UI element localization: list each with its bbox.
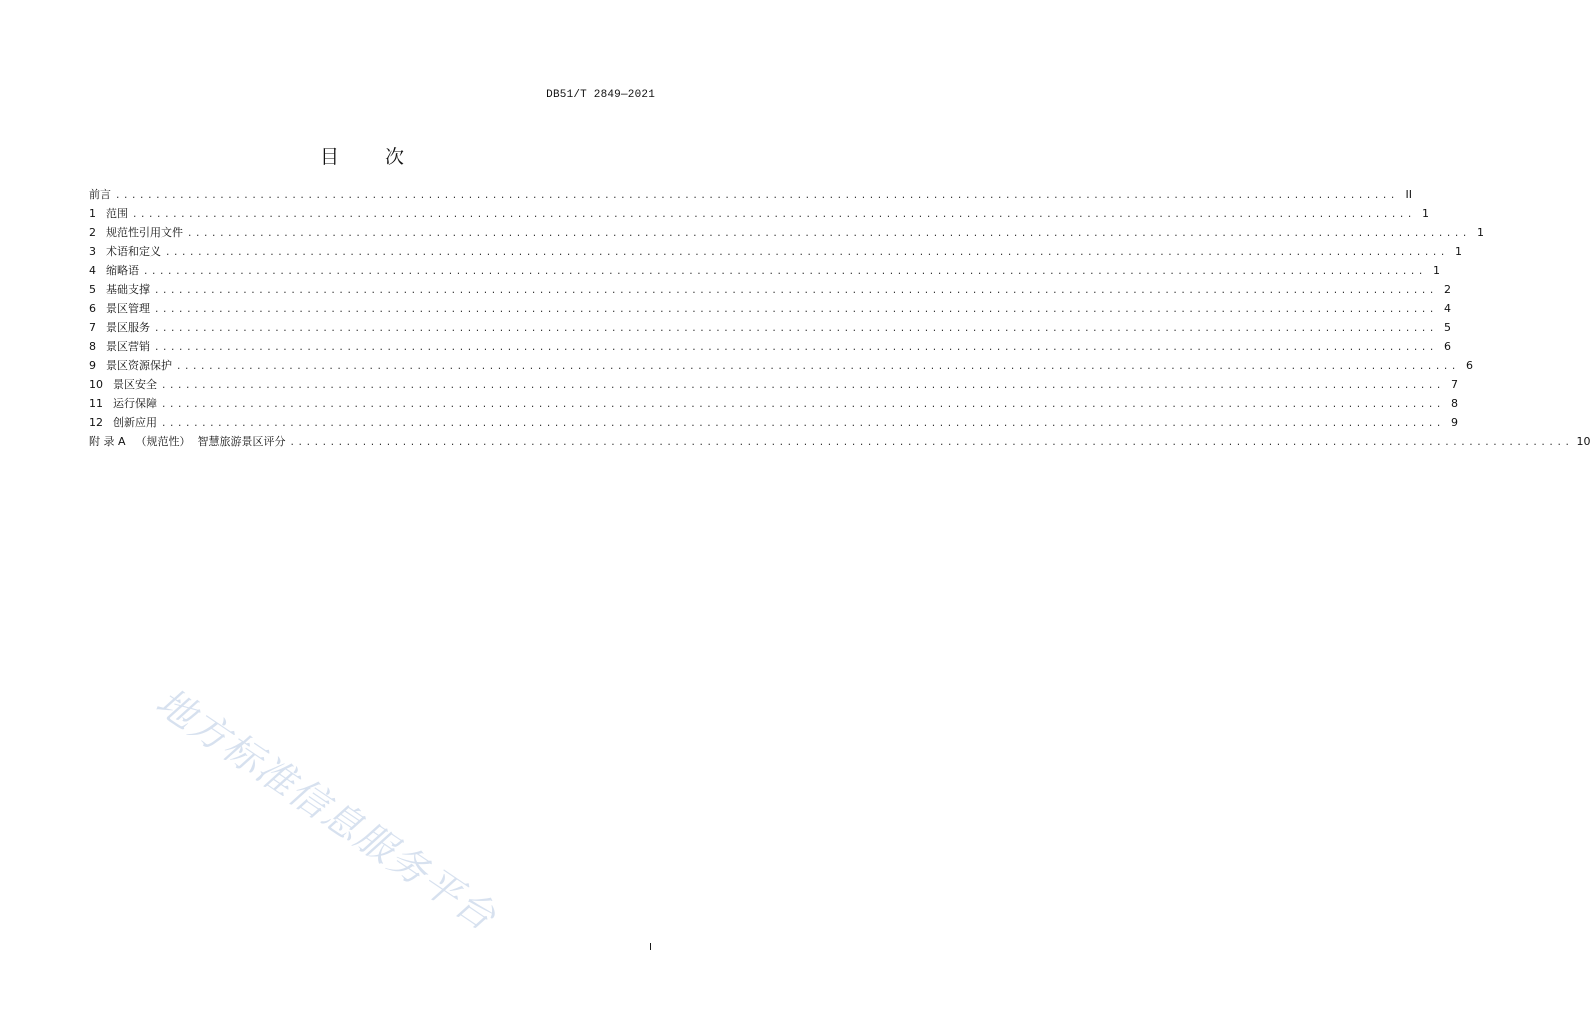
toc-entry-page: 1	[1432, 264, 1440, 277]
toc-entry-number: 2	[89, 226, 96, 239]
toc-leader-dots: ................................................................................................................................................................	[289, 438, 1573, 448]
toc-entry-page: 1	[1454, 245, 1462, 258]
toc-leader-dots: ................................................................................................................................................................	[161, 400, 1444, 410]
toc-entry-page: 7	[1450, 378, 1458, 391]
toc-entry-9[interactable]	[89, 356, 1473, 375]
toc-entry-number: 1	[89, 207, 96, 220]
toc-entry-2[interactable]	[89, 223, 1484, 242]
toc-entry-page: 2	[1443, 283, 1451, 296]
toc-entry-label: 景区营销	[106, 340, 150, 353]
page-number: I	[649, 942, 652, 953]
toc-entry-label: （规范性） 智慧旅游景区评分	[135, 435, 286, 448]
toc-entry-number: 10	[89, 378, 103, 391]
toc-entry-10[interactable]	[89, 375, 1458, 394]
toc-leader-dots: ................................................................................................................................................................	[132, 210, 1415, 220]
toc-entry-3[interactable]	[89, 242, 1462, 261]
toc-entry-number: 附 录 A	[89, 435, 126, 448]
toc-leader-dots: ................................................................................................................................................................	[187, 229, 1470, 239]
toc-leader-dots: ................................................................................................................................................................	[161, 381, 1444, 391]
toc-entry-6[interactable]	[89, 299, 1451, 318]
toc-entry-label: 缩略语	[106, 264, 139, 277]
toc-entry-8[interactable]	[89, 337, 1451, 356]
toc-entry-number: 3	[89, 245, 96, 258]
toc-entry-foreword[interactable]	[89, 185, 1412, 204]
toc-leader-dots: ................................................................................................................................................................	[165, 248, 1448, 258]
table-of-contents	[89, 185, 1590, 451]
toc-entry-page: 9	[1450, 416, 1458, 429]
toc-entry-label: 前言	[89, 188, 111, 201]
toc-entry-number: 9	[89, 359, 96, 372]
toc-entry-label: 范围	[106, 207, 128, 220]
toc-entry-1[interactable]	[89, 204, 1429, 223]
toc-entry-7[interactable]	[89, 318, 1451, 337]
toc-entry-page: 1	[1421, 207, 1429, 220]
toc-entry-label: 术语和定义	[106, 245, 161, 258]
toc-leader-dots: ................................................................................................................................................................	[176, 362, 1459, 372]
toc-leader-dots: ................................................................................................................................................................	[115, 191, 1398, 201]
toc-entry-number: 5	[89, 283, 96, 296]
toc-entry-label: 景区安全	[113, 378, 157, 391]
toc-entry-number: 6	[89, 302, 96, 315]
toc-entry-number: 8	[89, 340, 96, 353]
toc-leader-dots: ................................................................................................................................................................	[154, 343, 1437, 353]
toc-entry-number: 7	[89, 321, 96, 334]
toc-entry-page: 10	[1576, 435, 1590, 448]
toc-entry-label: 创新应用	[113, 416, 157, 429]
toc-entry-11[interactable]	[89, 394, 1458, 413]
toc-leader-dots: ................................................................................................................................................................	[143, 267, 1426, 277]
toc-entry-number: 4	[89, 264, 96, 277]
toc-entry-page: 8	[1450, 397, 1458, 410]
page-title: 目 次	[319, 146, 425, 168]
toc-entry-label: 规范性引用文件	[106, 226, 183, 239]
standard-code: DB51/T 2849—2021	[546, 89, 655, 101]
toc-entry-label: 运行保障	[113, 397, 157, 410]
toc-entry-page: 5	[1443, 321, 1451, 334]
toc-entry-label: 景区管理	[106, 302, 150, 315]
toc-entry-page: 4	[1443, 302, 1451, 315]
toc-entry-label: 景区资源保护	[106, 359, 172, 372]
toc-entry-5[interactable]	[89, 280, 1451, 299]
toc-entry-page: 6	[1465, 359, 1473, 372]
toc-entry-page: 1	[1476, 226, 1484, 239]
toc-entry-label: 基础支撑	[106, 283, 150, 296]
toc-entry-number: 11	[89, 397, 103, 410]
toc-leader-dots: ................................................................................................................................................................	[161, 419, 1444, 429]
toc-entry-4[interactable]	[89, 261, 1440, 280]
toc-entry-page: II	[1405, 188, 1412, 201]
toc-entry-appendix-a[interactable]	[89, 432, 1590, 451]
toc-leader-dots: ................................................................................................................................................................	[154, 286, 1437, 296]
watermark: 地方标准信息服务平台	[148, 679, 505, 940]
toc-leader-dots: ................................................................................................................................................................	[154, 305, 1437, 315]
toc-entry-label: 景区服务	[106, 321, 150, 334]
toc-entry-number: 12	[89, 416, 103, 429]
toc-leader-dots: ................................................................................................................................................................	[154, 324, 1437, 334]
toc-entry-12[interactable]	[89, 413, 1458, 432]
toc-entry-page: 6	[1443, 340, 1451, 353]
